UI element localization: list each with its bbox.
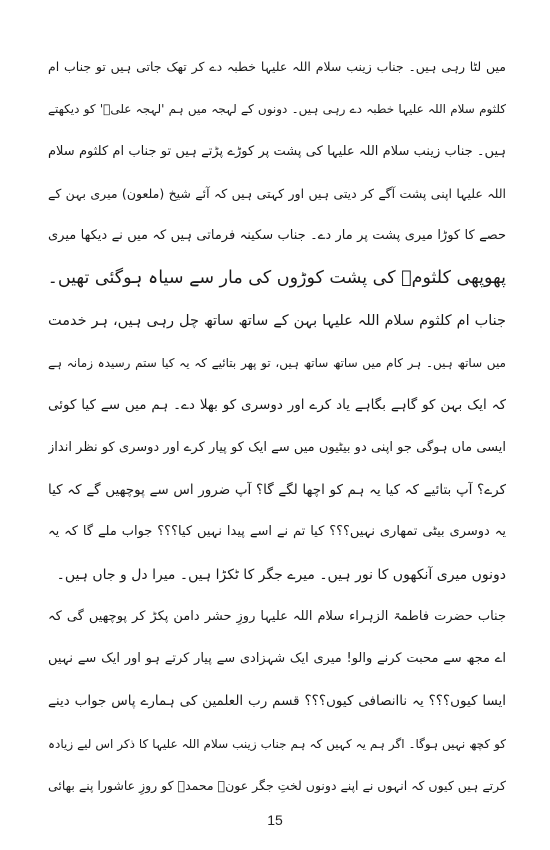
text-line: ہیں۔ جناب زینب سلام اللہ علیہا کی پشت پر کوڑے پڑتے ہیں تو جناب ام کلثوم سلام (48, 143, 506, 159)
text-line: ایسا کیوں؟؟؟ یہ ناانصافی کیوں؟؟؟ قسم رب العلمین کی ہمارے پاس جواب دینے (48, 693, 506, 710)
body-text (48, 46, 506, 807)
text-line: کہ ایک بہن کو گاہے بگاہے یاد کرے اور دوسری کو بھلا دے۔ ہم میں سے کیا کوئی (48, 397, 506, 414)
text-line: اللہ علیہا اپنی پشت آگے کر دیتی ہیں اور کہتی ہیں کہ آئے شیخ (ملعون) میری بہن کے (48, 185, 506, 201)
text-line: اے مجھ سے محبت کرنے والو! میری ایک شہزادی سے پیار کرتے ہو اور ایک سے نہیں (48, 651, 506, 667)
text-line: پھوپھی کلثومؑ کی پشت کوڑوں کی مار سے سیاہ ہوگئی تھیں۔ (48, 268, 506, 289)
text-line: جناب ام کلثوم سلام اللہ علیہا بہن کے ساتھ ساتھ چل رہی ہیں، ہر خدمت (48, 312, 506, 329)
text-line: کرے؟ آپ بتائیے کہ کیا یہ ہم کو اچھا لگے گا؟ آپ ضرور اس سے پوچھیں گے کہ کیا (48, 481, 506, 498)
text-line: دونوں میری آنکھوں کا نور ہیں۔ میرے جگر کا ٹکڑا ہیں۔ میرا دل و جاں ہیں۔ (56, 566, 506, 583)
text-line: میں لٹا رہی ہیں۔ جناب زینب سلام اللہ علیہا خطبہ دے کر تھک جاتی ہیں تو جناب ام (48, 59, 506, 74)
text-line: حصے کا کوڑا میری پشت پر مار دے۔ جناب سکینہ فرماتی ہیں کہ میں نے دیکھا میری (48, 228, 506, 244)
text-line: میں ساتھ ہیں۔ ہر کام میں ساتھ ساتھ ہیں، تو پھر بتائیے کہ یہ کیا ستم رسیدہ زمانہ ہے (48, 356, 506, 371)
text-line: جناب حضرت فاطمۃ الزہراء سلام اللہ علیہا روزِ حشر دامن پکڑ کر پوچھیں گی کہ (48, 608, 506, 624)
text-line: کرتے ہیں کیوں کہ انہوں نے اپنے دونوں لختِ جگر عونؑ محمدؑ کو روزِ عاشورا پنے بھائی (48, 778, 506, 794)
text-line: یہ دوسری بیٹی تمھاری نہیں؟؟؟ کیا تم نے اسے پیدا نہیں کیا؟؟؟ جواب ملے گا کہ یہ (48, 524, 506, 540)
page-number: 15 (267, 812, 283, 828)
text-line: کلثوم سلام اللہ علیہا خطبہ دے رہی ہیں۔ دونوں کے لہجہ میں ہم 'لہجہ علیؑ' کو دیکھتے (48, 102, 506, 117)
text-line: ایسی ماں ہوگی جو اپنی دو بیٹیوں میں سے ایک کو پیار کرے اور دوسری کو نظر انداز (48, 439, 506, 455)
text-line: کو کچھ نہیں ہوگا۔ اگر ہم یہ کہیں کہ ہم جناب زینب سلام اللہ علیہا کا ذکر اس لیے زیادہ (48, 736, 506, 751)
